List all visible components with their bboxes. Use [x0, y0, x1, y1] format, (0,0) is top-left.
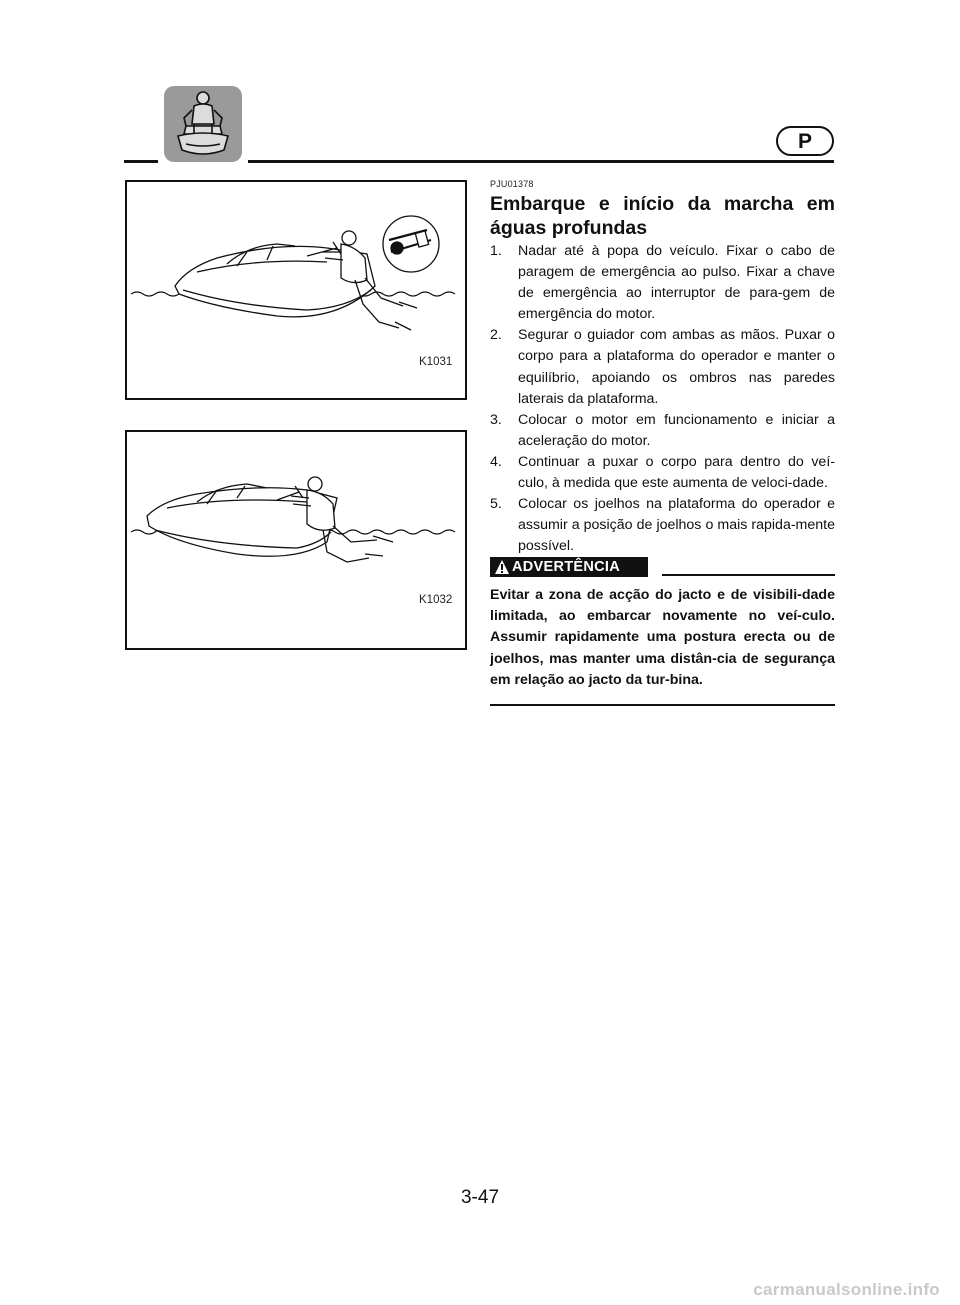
- step-text: Colocar os joelhos na plataforma do operador e assumir a posição de joelhos o mais rapida-mente possível.: [518, 496, 835, 555]
- warning-label: ADVERTÊNCIA: [512, 559, 621, 575]
- figure-code: K1032: [419, 594, 453, 606]
- figure-boarding-1: [125, 180, 467, 400]
- step-number: 5.: [490, 496, 502, 513]
- figure-boarding-2: [125, 430, 467, 650]
- list-item: [490, 494, 835, 557]
- list-item: [490, 452, 835, 494]
- step-number: 4.: [490, 453, 502, 470]
- step-number: 1.: [490, 243, 502, 259]
- watermark: carmanualsonline.info: [753, 1280, 940, 1299]
- list-item: [490, 410, 835, 452]
- watercraft-boarding-illustration: [127, 182, 465, 398]
- step-text: Continuar a puxar o corpo para dentro do veí-culo, à medida que este aumenta de veloci-dade.: [518, 453, 835, 492]
- list-item: [490, 325, 835, 409]
- step-text: Nadar até à popa do veículo. Fixar o cabo de paragem de emergência ao pulso. Fixar a chave de emergência ao interruptor de para-gem de emergência do motor.: [518, 243, 835, 323]
- section-title: Embarque e início da marcha em águas profundas: [490, 193, 835, 239]
- warning-badge: [490, 557, 648, 577]
- warning-header-rule: [662, 574, 835, 576]
- list-item: [490, 241, 835, 325]
- header-rule-right: [248, 160, 834, 163]
- watercraft-boarding-illustration: [127, 432, 465, 648]
- language-badge: P: [776, 126, 834, 156]
- step-number: 3.: [490, 411, 502, 428]
- header-rule-left: [124, 160, 158, 163]
- chapter-tab: [164, 86, 242, 162]
- watercraft-rider-icon: [164, 86, 242, 162]
- step-text: Segurar o guiador com ambas as mãos. Puxar o corpo para a plataforma do operador e manter o equilíbrio, apoiando os ombros nas paredes laterais da plataforma.: [518, 327, 835, 407]
- section-ref-code: PJU01378: [490, 179, 534, 189]
- warning-text: Evitar a zona de acção do jacto e de visibili-dade limitada, ao embarcar novamente no veí-culo. Assumir rapidamente uma postura erecta ou de joelhos, mas manter uma distân-cia de segurança em relação ao jacto da tur-bina.: [490, 587, 835, 688]
- page-number: 3-47: [460, 1187, 500, 1208]
- figure-code: K1031: [419, 356, 453, 368]
- step-text: Colocar o motor em funcionamento e iniciar a aceleração do motor.: [518, 411, 835, 449]
- warning-header: [490, 557, 835, 579]
- warning-bottom-rule: [490, 704, 835, 706]
- steps-list: [490, 241, 835, 557]
- warning-triangle-icon: [494, 559, 510, 575]
- step-number: 2.: [490, 327, 502, 344]
